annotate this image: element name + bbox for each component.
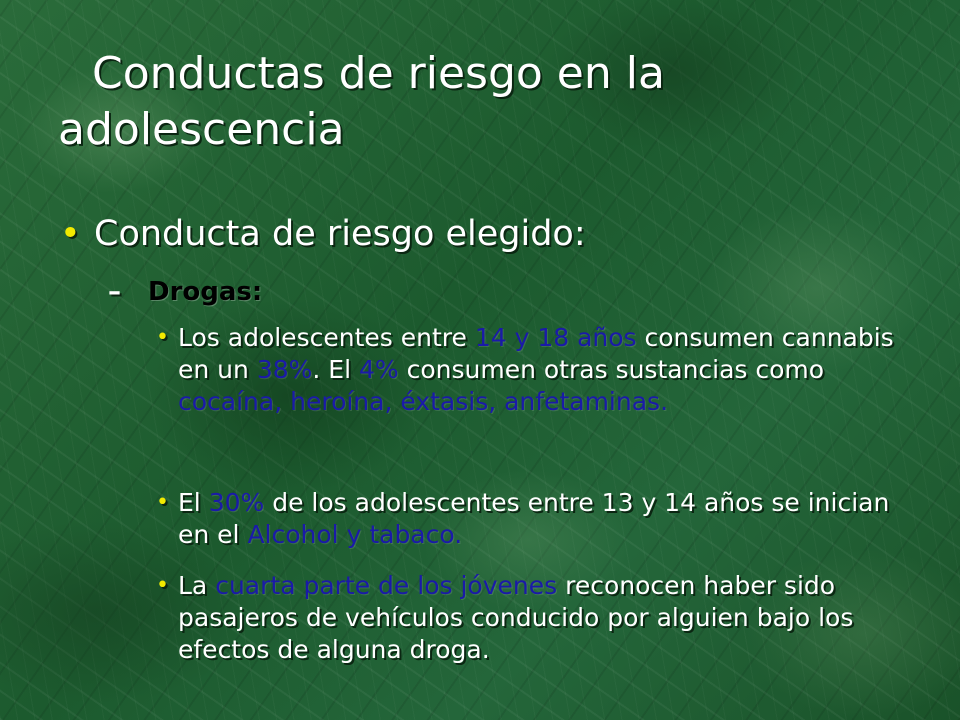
item-highlight: 30%	[208, 488, 265, 517]
bullet-icon: •	[60, 214, 81, 254]
item-highlight: 38%	[256, 355, 313, 384]
item-text: consumen cannabis en un	[178, 323, 894, 384]
list-item-alcohol	[156, 487, 918, 551]
item-text: El	[178, 488, 209, 517]
item-highlight: Alcohol y tabaco.	[247, 520, 463, 549]
item-highlight: 14 y 18 años	[474, 323, 637, 352]
bullet-icon: •	[156, 573, 169, 598]
level2-text: Drogas:	[148, 277, 263, 307]
level1-bullet-item	[60, 212, 920, 256]
slide-title: Conductas de riesgo en la adolescencia	[58, 48, 665, 155]
item-text: La	[178, 571, 216, 600]
dash-icon: –	[108, 277, 121, 307]
item-text: . El	[312, 355, 359, 384]
bullet-icon: •	[156, 325, 169, 350]
item-highlight: cocaína, heroína, éxtasis, anfetaminas.	[178, 387, 669, 416]
level2-dash-item	[108, 274, 262, 310]
bullet-icon: •	[156, 490, 169, 515]
item-text: Los adolescentes entre	[178, 323, 475, 352]
item-highlight: 4%	[358, 355, 399, 384]
item-text: consumen otras sustancias como	[398, 355, 825, 384]
item-text: reconocen haber sido pasajeros de vehículos conducido por alguien bajo los efectos de alguna droga.	[178, 571, 854, 664]
list-item-cannabis	[156, 322, 918, 418]
list-item-vehicles	[156, 570, 918, 666]
level1-text: Conducta de riesgo elegido:	[94, 214, 586, 254]
item-text: de los adolescentes entre 13 y 14 años se inician en el	[178, 488, 890, 549]
item-highlight: cuarta parte de los jóvenes	[215, 571, 558, 600]
